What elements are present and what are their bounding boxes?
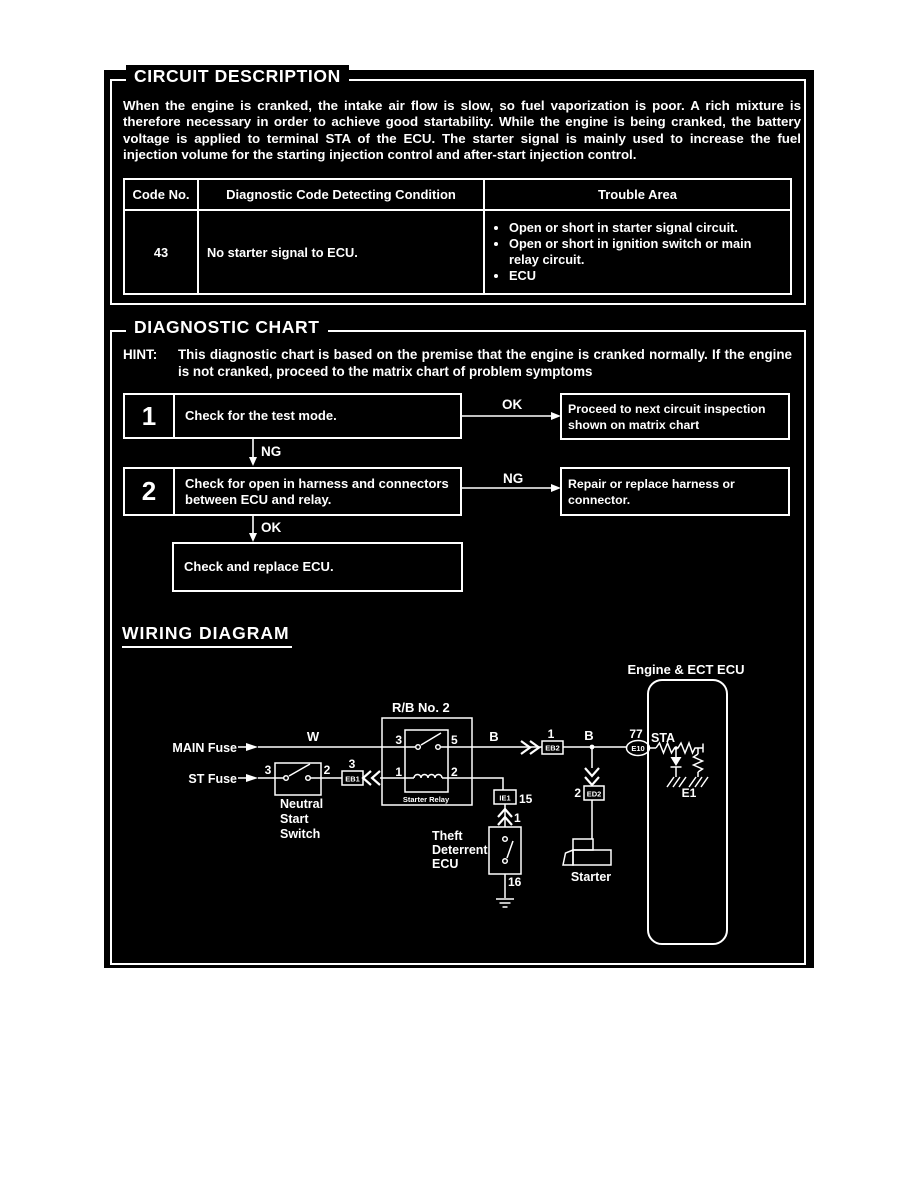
pin-number: 2 [323,763,331,777]
pin-number: 5 [451,733,458,747]
circuit-description-body: When the engine is cranked, the intake air flow is slow, so fuel vaporization is poor. A rich mixture is therefore necessary in order to achieve good startability. While the engine is being cranked, the battery voltage is applied to terminal STA of the ECU. The starter signal is mainly used to increase the fuel injection volume for the starting injection control and after-start injection control. [123,98,801,163]
starter-relay-box [405,730,448,792]
pin-number: 16 [508,875,522,889]
connector-chevrons-left-icon [363,771,380,785]
starter-motor-icon [573,850,611,865]
starter-label: Starter [570,870,612,884]
switch-contact [503,859,508,864]
engine-ect-ecu-box [648,680,727,944]
connector-eb1-label: EB1 [345,774,360,784]
pin-number: 1 [547,727,555,741]
wiring-labels [172,662,744,889]
col-header-code-no: Code No. [124,179,198,210]
pin-number: 77 [629,727,643,741]
main-fuse-label: MAIN Fuse [172,741,237,755]
vertical-resistor [694,754,703,772]
hint-label: HINT: [123,347,158,362]
pin-number: 15 [519,792,533,806]
arrowhead [551,412,561,420]
final-box-text: Check and replace ECU. [184,559,334,574]
nss-label-line: Neutral [280,797,324,811]
relay-contact [436,745,441,750]
trouble-item: • Open or short in ignition switch or main relay circuit. [509,236,782,268]
pin-number: 1 [395,765,402,779]
connector-ie1-label: IE1 [499,793,511,803]
arrowhead [249,533,257,542]
branch-label-ok: OK [502,397,523,412]
switch-contact [503,837,508,842]
neutral-start-switch-box [275,763,321,795]
pin-number: 2 [451,765,458,779]
down-label-ng: NG [261,444,282,459]
engine-ecu-label: Engine & ECT ECU [627,662,745,677]
pin-number: 2 [574,786,581,800]
theft-ecu-label-line: Theft [432,829,463,843]
sta-terminal-label: STA [651,731,676,745]
st-fuse-arrowhead [246,774,258,782]
trouble-item: • ECU [509,268,782,284]
switch-blade [507,841,513,858]
earth-ground-icon [496,899,514,907]
switch-contact [284,776,289,781]
col-header-condition: Diagnostic Code Detecting Condition [198,179,484,210]
down-label-ok: OK [261,520,282,535]
wiring-wires [238,680,727,944]
relay-blade [421,733,441,745]
step-2-number: 2 [125,469,175,514]
e1-terminal-label: E1 [681,786,697,800]
starter-motor-icon [573,839,593,850]
wire-color-b: B [489,729,499,744]
flowchart-result-1: Proceed to next circuit inspection shown on matrix chart [560,393,790,440]
diode-icon [671,757,682,766]
trouble-item: • Open or short in starter signal circuit. [509,220,782,236]
diagnostic-chart-title: DIAGNOSTIC CHART [126,316,328,338]
connector-eb2-label: EB2 [545,743,560,753]
step-1-text: Check for the test mode. [185,408,337,423]
hint-text: This diagnostic chart is based on the premise that the engine is cranked normally. If the engine is not cranked, proceed to the matrix chart of problem symptoms [178,347,792,379]
flowchart-result-2: Repair or replace harness or connector. [560,467,790,516]
wiring-diagram-title: WIRING DIAGRAM [122,623,292,648]
theft-deterrent-box [489,827,521,874]
pin-number: 1 [514,811,521,825]
connector-e10-label: E10 [631,744,645,753]
connector-chevrons-down-icon [585,768,599,785]
connector-ed2-label: ED2 [586,789,602,799]
nss-label-line: Start [280,812,309,826]
switch-blade [289,764,310,776]
step-1-number: 1 [125,395,175,437]
branch-label-ng: NG [503,471,524,486]
theft-ecu-label-line: ECU [432,857,459,871]
circuit-description-title: CIRCUIT DESCRIPTION [126,65,349,87]
starter-relay-label: Starter Relay [402,795,450,804]
relay-coil-icon [414,775,442,779]
detecting-condition: No starter signal to ECU. [198,210,484,294]
main-fuse-arrowhead [246,743,258,751]
step-2-text: Check for open in harness and connectors between ECU and relay. [185,475,449,507]
st-fuse-label: ST Fuse [188,772,237,786]
pin-number: 3 [348,757,356,771]
pin-number: 3 [264,763,272,777]
arrowhead [249,457,257,466]
code-number: 43 [124,210,198,294]
arrowhead [551,484,561,492]
nss-label-line: Switch [280,827,321,841]
wire-color-w: W [306,729,320,744]
col-header-trouble-area: Trouble Area [484,179,791,210]
wire-color-b: B [584,728,594,743]
relay-contact [416,745,421,750]
pin-number: 3 [395,733,402,747]
switch-contact [306,776,311,781]
starter-motor-nose [563,850,573,865]
relay-block-label: R/B No. 2 [392,700,450,715]
theft-ecu-label-line: Deterrent [432,843,488,857]
